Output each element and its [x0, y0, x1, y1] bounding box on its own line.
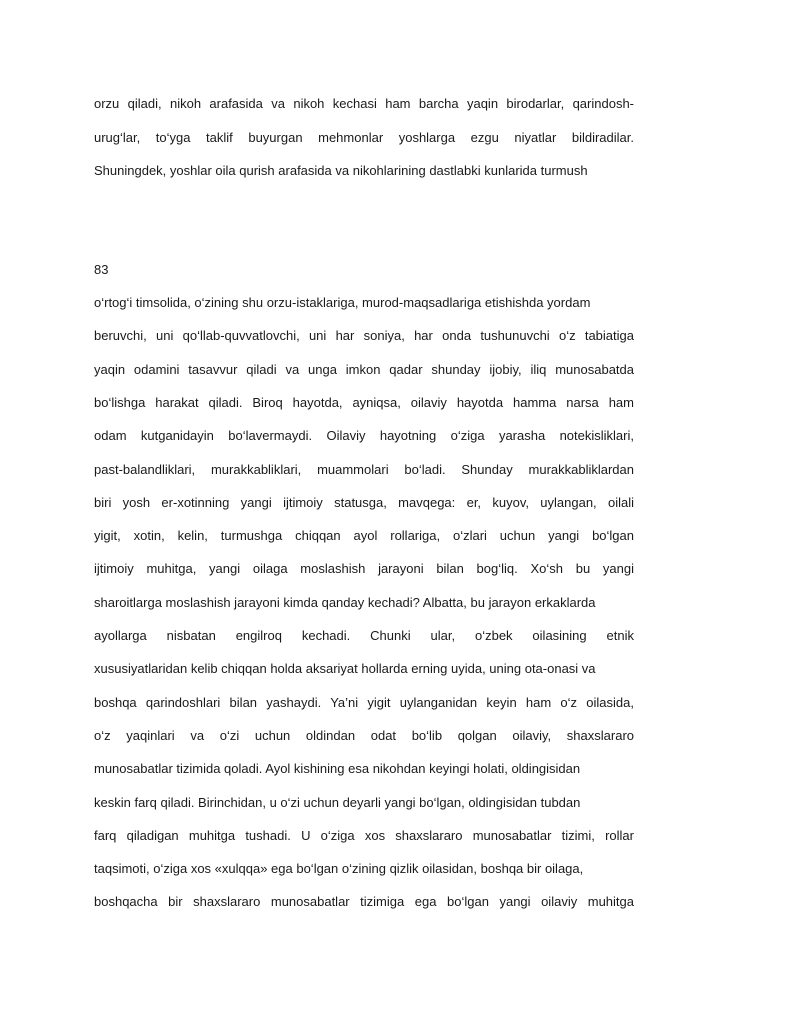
text-line: ijtimoiy muhitga, yangi oilaga moslashish jarayoni bilan bog‘liq. Xo‘sh bu yangi — [94, 561, 634, 577]
text-line: Shuningdek, yoshlar oila qurish arafasida va nikohlarining dastlabki kunlarida turmush — [94, 163, 588, 178]
text-line: beruvchi, uni qo‘llab-quvvatlovchi, uni har soniya, har onda tushunuvchi o‘z tabiatiga — [94, 328, 634, 344]
text-line: taqsimoti, o‘ziga xos «xulqqa» ega bo‘lgan o‘zining qizlik oilasidan, boshqa bir oilaga, — [94, 861, 584, 877]
text-line: bo‘lishga harakat qiladi. Biroq hayotda, ayniqsa, oilaviy hayotda hamma narsa ham — [94, 394, 634, 410]
text-line: biri yosh er-xotinning yangi ijtimoiy statusga, mavqega: er, kuyov, uylangan, oilali — [94, 494, 634, 510]
text-line: munosabatlar tizimida qoladi. Ayol kishining esa nikohdan keyingi holati, oldingisidan — [94, 761, 581, 777]
text-line: o‘rtog‘i timsolida, o‘zining shu orzu-istaklariga, murod-maqsadlariga etishishda yordam — [94, 295, 591, 310]
text-line: urug‘lar, to‘yga taklif buyurgan mehmonlar yoshlarga ezgu niyatlar bildiradilar. — [94, 129, 634, 145]
text-line: yigit, xotin, kelin, turmushga chiqqan ayol rollariga, o‘zlari uchun yangi bo‘lgan — [94, 528, 634, 544]
text-line: ayollarga nisbatan engilroq kechadi. Chunki ular, o‘zbek oilasining etnik — [94, 628, 634, 643]
text-line: past-balandliklari, murakkabliklari, muammolari bo‘ladi. Shunday murakkabliklardan — [94, 461, 634, 477]
text-line: odam kutganidayin bo‘lavermaydi. Oilaviy hayotning o‘ziga yarasha notekisliklari, — [94, 428, 634, 444]
text-line: farq qiladigan muhitga tushadi. U o‘ziga xos shaxslararo munosabatlar tizimi, rollar — [94, 827, 634, 843]
text-line: o‘z yaqinlari va o‘zi uchun oldindan odat bo‘lib qolgan oilaviy, shaxslararo — [94, 727, 634, 743]
page-number: 83 — [94, 262, 109, 277]
text-line: boshqa qarindoshlari bilan yashaydi. Ya’ni yigit uylanganidan keyin ham o‘z oilasida, — [94, 694, 634, 710]
text-line: yaqin odamini tasavvur qiladi va unga imkon qadar shunday ijobiy, iliq munosabatda — [94, 361, 634, 377]
text-line: keskin farq qiladi. Birinchidan, u o‘zi uchun deyarli yangi bo‘lgan, oldingisidan tubdan — [94, 794, 581, 810]
text-line: boshqacha bir shaxslararo munosabatlar tizimiga ega bo‘lgan yangi oilaviy muhitga — [94, 894, 634, 910]
text-line: sharoitlarga moslashish jarayoni kimda qanday kechadi? Albatta, bu jarayon erkaklarda — [94, 594, 596, 610]
text-line: orzu qiladi, nikoh arafasida va nikoh kechasi ham barcha yaqin birodarlar, qarindosh- — [94, 96, 634, 111]
text-line: xususiyatlaridan kelib chiqqan holda aksariyat hollarda erning uyida, uning ota-onasi va — [94, 661, 596, 677]
